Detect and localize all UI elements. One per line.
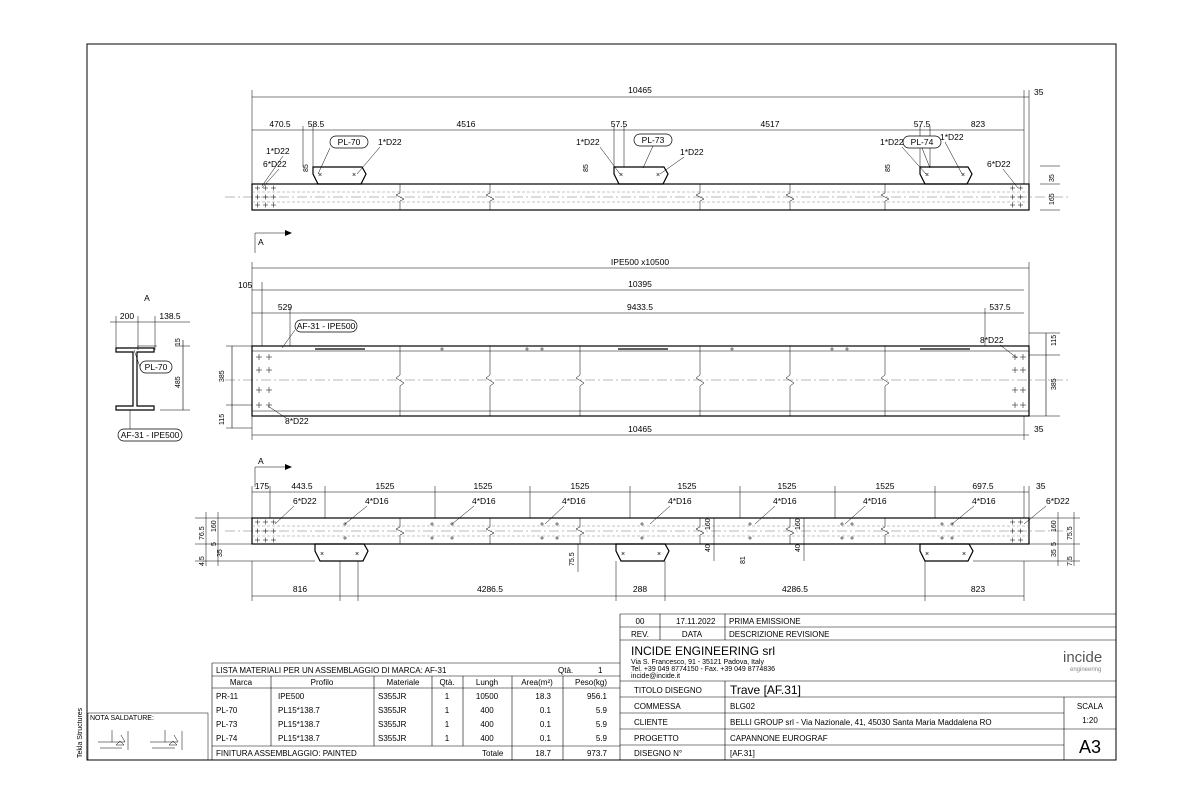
svg-text:S355JR: S355JR [378, 734, 407, 743]
front-profile-label: IPE500 x10500 [610, 257, 670, 267]
svg-text:10500: 10500 [475, 692, 499, 701]
bottom-right-dim-2: 75.5 [1067, 526, 1074, 540]
svg-text:×: × [355, 551, 360, 558]
company-phone: Tel. +39 049 8774150 - Fax. +39 049 8774836 [631, 666, 776, 673]
top-seg-dim-4: 57.5 [610, 119, 628, 129]
top-hole-label-5: 1*D22 [680, 147, 704, 157]
svg-text:PL-73: PL-73 [216, 720, 238, 729]
svg-text:18.3: 18.3 [535, 692, 551, 701]
front-offset-left: 105 [238, 280, 253, 290]
table-row [216, 720, 608, 729]
section-a-view [110, 293, 190, 441]
materials-total-weight: 973.7 [586, 749, 607, 758]
section-height: 485 [175, 376, 182, 388]
top-seg-dim-3: 4516 [456, 119, 476, 129]
top-hole-label-7: 1*D22 [940, 132, 964, 142]
svg-text:×: × [621, 551, 626, 558]
front-overall-dim: 10465 [628, 424, 652, 434]
svg-text:×: × [925, 551, 930, 558]
disegno-value: [AF.31] [730, 749, 755, 758]
top-hole-label-3: 6*D22 [263, 159, 287, 169]
svg-text:S355JR: S355JR [378, 692, 407, 701]
top-hole-label-6: 1*D22 [880, 137, 904, 147]
rev-date: 17.11.2022 [676, 617, 716, 626]
bottom-mid-dim-3: 160 [705, 518, 712, 530]
company-logo: incide [1063, 649, 1103, 666]
svg-text:S355JR: S355JR [378, 720, 407, 729]
bottom-bottom-dim-2: 4286.5 [477, 584, 503, 594]
top-hole-label-4: 1*D22 [576, 137, 600, 147]
front-right-top: 115 [1051, 334, 1058, 346]
svg-text:×: × [320, 551, 325, 558]
materials-finish: FINITURA ASSEMBLAGGIO: PAINTED [216, 749, 357, 758]
bottom-left-dim-4: 4.5 [199, 556, 206, 566]
front-hole-label-right: 8*D22 [980, 335, 1004, 345]
bottom-hole-label-9: 6*D22 [1046, 496, 1070, 506]
svg-text:5.9: 5.9 [595, 720, 607, 729]
weld-note-title: NOTA SALDATURE: [90, 715, 154, 722]
bottom-mid-dim-1: 75.5 [569, 552, 576, 566]
bubble-pl-73: PL-73 [641, 135, 665, 145]
bottom-mid-dim-6: 160 [795, 518, 802, 530]
svg-text:×: × [352, 172, 357, 179]
bottom-right-dim-3: 35 [1051, 549, 1058, 557]
rev-number: 00 [635, 617, 645, 626]
materials-header-row [230, 678, 607, 687]
bottom-mid-dim-4: 81 [740, 556, 747, 564]
front-hole-label-left: 8*D22 [285, 416, 309, 426]
svg-text:Materiale: Materiale [386, 678, 420, 687]
company-logo-sub: engineering [1070, 667, 1102, 673]
materials-table [212, 614, 620, 760]
bottom-hole-label-2: 4*D16 [365, 496, 389, 506]
top-hole-label-2: 1*D22 [378, 137, 402, 147]
svg-text:Qtà.: Qtà. [439, 678, 455, 687]
bottom-top-dim-5: 1525 [570, 481, 590, 491]
rev-description: PRIMA EMISSIONE [729, 617, 801, 626]
top-end-dim: 35 [1034, 87, 1044, 97]
svg-text:Peso(kg): Peso(kg) [574, 678, 608, 687]
bubble-pl-70: PL-70 [337, 137, 361, 147]
svg-text:5.9: 5.9 [595, 734, 607, 743]
svg-text:1: 1 [444, 734, 450, 743]
bottom-mid-dim-5: 40 [795, 544, 802, 552]
bottom-right-dim-1: 160 [1051, 520, 1058, 532]
section-beam-bubble: AF-31 - IPE500 [120, 430, 180, 440]
svg-text:1: 1 [444, 706, 450, 715]
front-left-bottom: 115 [219, 413, 226, 425]
svg-text:0.1: 0.1 [539, 720, 551, 729]
rev-header-date: DATA [681, 630, 703, 639]
svg-text:PL-70: PL-70 [216, 706, 238, 715]
commessa-value: BLG02 [730, 702, 755, 711]
disegno-label: DISEGNO N° [634, 749, 683, 758]
svg-text:×: × [962, 551, 967, 558]
commessa-label: COMMESSA [634, 702, 681, 711]
svg-text:Lungh: Lungh [475, 678, 499, 687]
front-seg-mid: 9433.5 [627, 302, 653, 312]
svg-text:Marca: Marca [229, 678, 253, 687]
top-seg-dim-6: 57.5 [913, 119, 931, 129]
bottom-right-small: 5 [1051, 542, 1058, 546]
top-seg-dim-5: 4517 [760, 119, 780, 129]
bottom-hole-label-4: 4*D16 [562, 496, 586, 506]
rev-header-rev: REV. [631, 630, 649, 639]
bottom-top-dim-2: 443.5 [291, 481, 313, 491]
svg-text:0.1: 0.1 [539, 734, 551, 743]
title-value: Trave [AF.31] [730, 683, 801, 697]
materials-qty-label: Qtà. [558, 666, 574, 675]
top-seg-dim-7: 823 [970, 119, 986, 129]
svg-text:×: × [925, 172, 930, 179]
table-row [216, 692, 608, 701]
bottom-top-dim-4: 1525 [473, 481, 493, 491]
scala-label: SCALA [1076, 702, 1104, 711]
section-width-a: 200 [119, 311, 135, 321]
top-plate-height-2: 85 [583, 164, 590, 172]
progetto-value: CAPANNONE EUROGRAF [730, 734, 828, 743]
bottom-hole-label-1: 6*D22 [293, 496, 317, 506]
title-block [620, 614, 1116, 760]
bottom-top-dim-6: 1525 [677, 481, 697, 491]
svg-text:400: 400 [480, 734, 494, 743]
bottom-left-dim-1: 76.5 [199, 526, 206, 540]
front-view [219, 257, 1070, 440]
front-inner-length: 10395 [628, 279, 652, 289]
front-right-height: 385 [1051, 378, 1058, 390]
bubble-pl-74: PL-74 [910, 137, 934, 147]
svg-text:PL15*138.7: PL15*138.7 [278, 734, 320, 743]
svg-text:400: 400 [480, 706, 494, 715]
cliente-label: CLIENTE [634, 718, 668, 727]
company-address: Via S. Francesco, 91 - 35121 Padova, Italy [631, 659, 764, 666]
svg-text:IPE500: IPE500 [278, 692, 305, 701]
cliente-value: BELLI GROUP srl - Via Nazionale, 41, 45030 Santa Maria Maddalena RO [730, 718, 992, 727]
svg-text:5.9: 5.9 [595, 706, 607, 715]
bottom-mid-dim-2: 40 [705, 544, 712, 552]
section-flange: 15 [175, 338, 182, 346]
bottom-top-dim-7: 1525 [777, 481, 797, 491]
svg-text:1: 1 [444, 692, 450, 701]
bottom-right-dim-4: 7.5 [1067, 556, 1074, 566]
bottom-top-dim-1: 175 [254, 481, 270, 491]
svg-text:A: A [258, 456, 264, 466]
svg-text:1: 1 [444, 720, 450, 729]
bottom-bottom-dim-4: 4286.5 [782, 584, 808, 594]
svg-text:×: × [656, 172, 661, 179]
top-plate-height-3: 85 [885, 164, 892, 172]
bottom-left-dim-3: 35 [217, 549, 224, 557]
bottom-top-dim-3: 1525 [375, 481, 395, 491]
svg-text:956.1: 956.1 [586, 692, 607, 701]
bottom-left-dim-2: 160 [211, 520, 218, 532]
section-marker-top [255, 230, 292, 253]
bottom-top-dim-10: 35 [1036, 481, 1046, 491]
bottom-hole-label-7: 4*D16 [863, 496, 887, 506]
materials-total-label: Totale [482, 749, 504, 758]
company-name: INCIDE ENGINEERING srl [631, 644, 776, 658]
table-row [216, 734, 608, 743]
bottom-bottom-dim-3: 288 [632, 584, 648, 594]
front-seg-right: 537.5 [989, 302, 1011, 312]
bottom-hole-label-5: 4*D16 [668, 496, 692, 506]
top-hole-label-1: 1*D22 [266, 146, 290, 156]
materials-total-area: 18.7 [535, 749, 551, 758]
table-row [216, 706, 608, 715]
svg-text:×: × [961, 172, 966, 179]
top-right-height-b: 165 [1049, 193, 1056, 205]
title-label: TITOLO DISEGNO [634, 686, 702, 695]
front-end-dim: 35 [1034, 424, 1044, 434]
svg-text:400: 400 [480, 720, 494, 729]
bottom-top-dim-9: 697.5 [972, 481, 994, 491]
section-plate-bubble: PL-70 [144, 362, 168, 372]
weld-note [77, 707, 208, 760]
svg-text:×: × [318, 172, 323, 179]
bottom-view [195, 481, 1080, 601]
top-seg-dim-1: 470.5 [269, 119, 291, 129]
svg-text:×: × [619, 172, 624, 179]
svg-text:S355JR: S355JR [378, 706, 407, 715]
materials-qty-value: 1 [598, 666, 603, 675]
bottom-bottom-dim-1: 816 [292, 584, 308, 594]
materials-title: LISTA MATERIALI PER UN ASSEMBLAGGIO DI MARCA: AF-31 [216, 666, 447, 675]
bottom-hole-label-3: 4*D16 [472, 496, 496, 506]
svg-text:A: A [258, 237, 264, 247]
svg-text:PL15*138.7: PL15*138.7 [278, 706, 320, 715]
top-view [225, 85, 1070, 210]
svg-text:PL15*138.7: PL15*138.7 [278, 720, 320, 729]
tekla-side-label: Tekla Structures [77, 707, 84, 758]
svg-text:Profilo: Profilo [310, 678, 334, 687]
rev-header-desc: DESCRIZIONE REVISIONE [729, 630, 830, 639]
top-plate-height-1: 85 [303, 164, 310, 172]
top-seg-dim-2: 58.5 [307, 119, 325, 129]
section-width-b: 138.5 [159, 311, 181, 321]
svg-text:0.1: 0.1 [539, 706, 551, 715]
scala-value: 1:20 [1082, 716, 1098, 725]
section-title: A [144, 293, 150, 303]
front-beam-bubble: AF-31 - IPE500 [296, 321, 356, 331]
format-label: A3 [1078, 737, 1102, 757]
top-right-height-a: 35 [1049, 174, 1056, 182]
front-seg-left: 529 [277, 302, 293, 312]
top-overall-dim: 10465 [628, 85, 652, 95]
bottom-hole-label-8: 4*D16 [972, 496, 996, 506]
bottom-hole-label-6: 4*D16 [773, 496, 797, 506]
company-email: incide@incide.it [631, 673, 681, 680]
front-left-height: 385 [219, 370, 226, 382]
svg-text:PR-11: PR-11 [216, 692, 239, 701]
bottom-top-dim-8: 1525 [875, 481, 895, 491]
sheet-border [87, 44, 1116, 760]
bottom-bottom-dim-5: 823 [970, 584, 986, 594]
svg-text:Area(m²): Area(m²) [521, 678, 553, 687]
svg-text:×: × [657, 551, 662, 558]
bottom-left-small: 5 [211, 542, 218, 546]
top-hole-label-8: 6*D22 [987, 159, 1011, 169]
svg-text:PL-74: PL-74 [216, 734, 238, 743]
progetto-label: PROGETTO [634, 734, 679, 743]
